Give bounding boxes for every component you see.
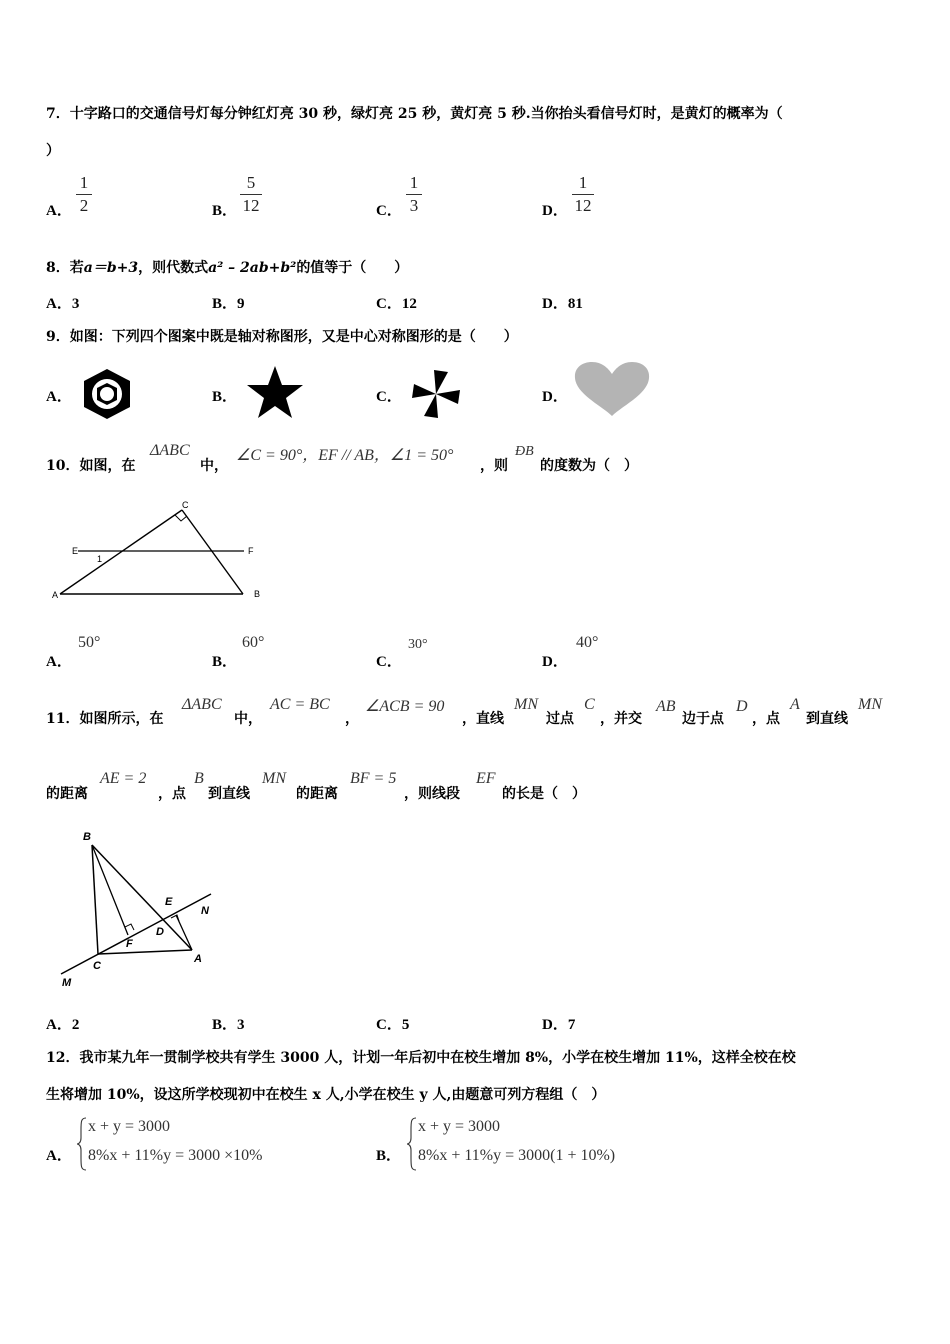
q10-option-d-label: D． — [542, 654, 568, 670]
q11-p5: 过点 — [546, 711, 574, 727]
q7-option-d-fraction: 1 12 — [572, 173, 594, 216]
q11-p8: ，点 — [752, 711, 780, 727]
q11-p1: 11．如图所示，在 — [46, 711, 164, 727]
q10-option-b-value: 60° — [242, 634, 265, 651]
q10-prefix: 10．如图，在 — [46, 458, 136, 474]
q11-m4: MN — [514, 696, 538, 713]
q11-l2m1: AE = 2 — [100, 770, 147, 787]
q11-label-n: N — [201, 905, 209, 917]
q11-option-b: B．3 — [212, 1017, 245, 1033]
q10-label-b: B — [254, 589, 261, 599]
q8-option-c: C．12 — [376, 296, 417, 312]
q10-label-c: C — [182, 500, 189, 510]
q9-text: 9．如图：下列四个图案中既是轴对称图形，又是中心对称图形的是（ ） — [46, 329, 518, 345]
q7-option-a-fraction: 1 2 — [76, 173, 92, 216]
q10-label-a: A — [52, 590, 59, 600]
q10-option-c-label: C． — [376, 654, 402, 670]
q8-option-b: B．9 — [212, 296, 245, 312]
q10-triangle: ΔABC — [150, 442, 190, 459]
q10-label-1: 1 — [97, 554, 103, 564]
q7-option-c-fraction: 1 3 — [406, 173, 422, 216]
q11-l2m2: B — [194, 770, 204, 787]
q11-m1: ΔABC — [182, 696, 222, 713]
heart-icon — [572, 360, 652, 418]
q10-suffix: 的度数为（ ） — [540, 458, 638, 474]
q7-option-d-label: D． — [542, 203, 568, 219]
q11-l2p4: 的距离 — [296, 786, 338, 802]
q10-label-f: F — [248, 546, 254, 556]
q7-option-a-label: A． — [46, 203, 72, 219]
q7-text-line1: 7．十字路口的交通信号灯每分钟红灯亮 30 秒，绿灯亮 25 秒，黄灯亮 5 秒.当你抬头看信号灯时，是黄灯的概率为（ — [46, 106, 783, 122]
q8-option-d: D．81 — [542, 296, 583, 312]
q11-m3: ∠ACB = 90 — [365, 698, 445, 715]
q11-p7: 边于点 — [682, 711, 724, 727]
q7-text-line2: ） — [46, 143, 60, 159]
q11-label-f: F — [126, 938, 133, 950]
q11-option-d: D．7 — [542, 1017, 576, 1033]
q11-label-e: E — [165, 896, 173, 908]
q10-option-b-label: B． — [212, 654, 238, 670]
five-point-star-icon — [245, 364, 305, 420]
q9-option-c-label: C． — [376, 389, 402, 405]
q11-m2: AC = BC — [270, 696, 330, 713]
q8-question — [46, 257, 408, 277]
q11-label-a: A — [194, 953, 202, 965]
q12-option-b-label: B． — [376, 1148, 402, 1164]
q8-mid: ，则代数式 — [138, 260, 209, 276]
q12-option-a-brace — [76, 1116, 88, 1172]
q11-l2p5: ，则线段 — [404, 786, 460, 802]
q11-m8: A — [790, 696, 800, 713]
q11-l2p3: 到直线 — [208, 786, 250, 802]
q11-l2m5: EF — [476, 770, 496, 787]
q11-m7: D — [736, 698, 748, 715]
q12-line1: 12．我市某九年一贯制学校共有学生 3000 人，计划一年后初中在校生增加 8%，小学在校生增加 11%，这样全校在校 — [46, 1050, 796, 1066]
q11-label-m: M — [62, 977, 72, 989]
q11-option-a: A．2 — [46, 1017, 80, 1033]
q8-prefix: 8．若 — [46, 260, 84, 276]
q10-option-c-value: 30° — [408, 637, 428, 652]
q9-option-d-label: D． — [542, 389, 568, 405]
q11-p9: 到直线 — [806, 711, 848, 727]
pinwheel-icon — [408, 368, 464, 420]
q8-suffix: 的值等于（ ） — [296, 260, 409, 276]
q11-l2m4: BF = 5 — [350, 770, 397, 787]
q8-expression: a² – 2ab+b² — [208, 260, 297, 276]
q10-option-a-label: A． — [46, 654, 72, 670]
q8-condition: a＝b+3 — [83, 260, 139, 276]
q11-p2: 中， — [234, 711, 262, 727]
q10-label-e: E — [72, 546, 79, 556]
q12-option-a-label: A． — [46, 1148, 72, 1164]
q12-line2: 生将增加 10%，设这所学校现初中在校生 x 人,小学在校生 y 人,由题意可列方程组（ ） — [46, 1087, 606, 1103]
q11-m5: C — [584, 696, 595, 713]
q9-option-a-label: A． — [46, 389, 72, 405]
q11-m9: MN — [858, 696, 882, 713]
q11-label-d: D — [156, 926, 164, 938]
q11-p4: ，直线 — [462, 711, 504, 727]
q10-mid1: 中， — [200, 458, 228, 474]
q10-option-d-value: 40° — [576, 634, 599, 651]
hexagon-ring-icon — [78, 367, 136, 421]
q11-l2m3: MN — [262, 770, 286, 787]
q11-l2p6: 的长是（ ） — [502, 786, 586, 802]
q11-p6: ，并交 — [600, 711, 642, 727]
q10-angle: ÐB — [515, 444, 534, 459]
q7-option-c-label: C． — [376, 203, 402, 219]
q12-option-b-eq2: 8%x + 11%y = 3000(1 + 10%) — [418, 1147, 616, 1164]
q11-l2p1: 的距离 — [46, 786, 88, 802]
q11-triangle-figure — [56, 826, 236, 992]
q10-condition: ∠C = 90°，EF // AB，∠1 = 50° — [236, 447, 454, 464]
q11-l2p2: ，点 — [158, 786, 186, 802]
q7-option-b-label: B． — [212, 203, 238, 219]
q12-option-b-eq1: x + y = 3000 — [418, 1118, 501, 1135]
q12-option-a-eq2: 8%x + 11%y = 3000 ×10% — [88, 1147, 263, 1164]
q11-m6: AB — [656, 698, 676, 715]
q7-option-b-fraction: 5 12 — [240, 173, 262, 216]
q11-label-b: B — [83, 831, 91, 843]
q10-triangle-figure — [48, 496, 268, 606]
q12-option-a-eq1: x + y = 3000 — [88, 1118, 171, 1135]
q11-option-c: C．5 — [376, 1017, 410, 1033]
q10-option-a-value: 50° — [78, 634, 101, 651]
q9-option-b-label: B． — [212, 389, 238, 405]
q10-mid2: ，则 — [480, 458, 508, 474]
q8-option-a: A．3 — [46, 296, 80, 312]
q12-option-b-brace — [406, 1116, 418, 1172]
q11-label-c: C — [93, 960, 101, 972]
q11-p3: ， — [345, 711, 359, 727]
